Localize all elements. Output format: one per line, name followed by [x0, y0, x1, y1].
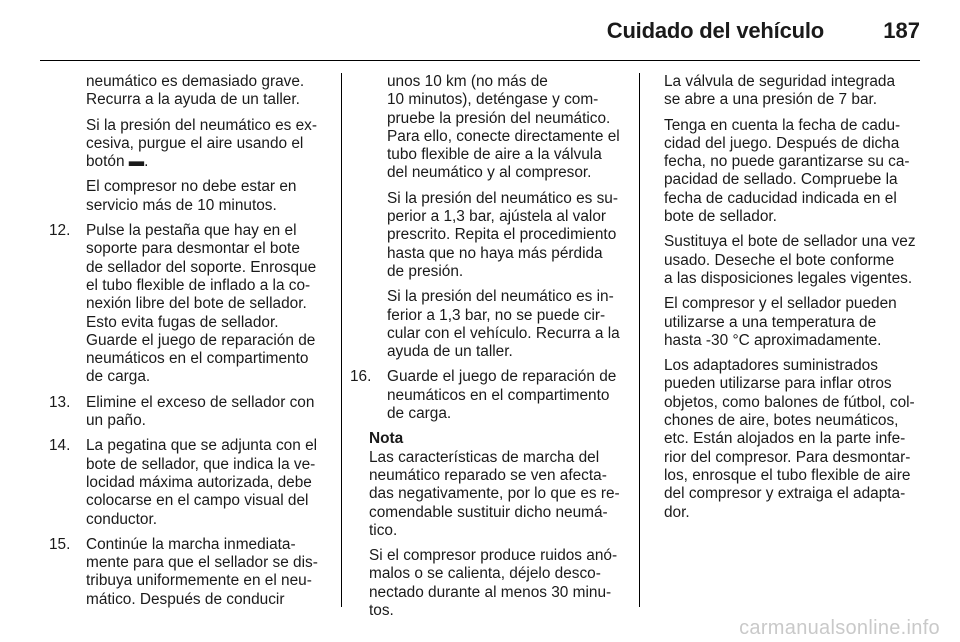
text-line: tribuya uniformemente en el neu-: [86, 572, 312, 590]
text-line: pueden utilizarse para inflar otros: [664, 375, 892, 393]
text-line: los, enrosque el tubo flexible de aire: [664, 466, 911, 484]
paragraph: [664, 357, 922, 522]
text-line: tos.: [369, 602, 394, 620]
list-item-number: 13.: [49, 393, 71, 411]
text-line: hasta que no haya más pérdida: [387, 244, 603, 262]
text-line: Guarde el juego de reparación de: [86, 331, 316, 349]
list-item-number: 16.: [350, 368, 372, 386]
text-column-1: [49, 73, 327, 616]
text-line: fecha de caducidad indicada en el: [664, 189, 897, 207]
page-header: [40, 0, 920, 60]
text-line: bote de sellador, que indica la ve-: [86, 455, 316, 473]
text-line: Si la presión del neumático es in-: [387, 288, 614, 306]
text-line: pruebe la presión del neumático.: [387, 109, 611, 127]
text-line: Pulse la pestaña que hay en el: [86, 222, 297, 240]
text-line: mente para que el sellador se dis-: [86, 554, 318, 572]
text-line: Recurra a la ayuda de un taller.: [86, 91, 300, 109]
paragraph: [350, 73, 628, 183]
text-line: bote de sellador.: [664, 208, 777, 226]
text-line: ferior a 1,3 bar, no se puede cir-: [387, 306, 606, 324]
text-line: neumático reparado se ven afecta-: [369, 466, 607, 484]
text-line: La válvula de seguridad integrada: [664, 73, 896, 90]
text-line: cidad del juego. Después de dicha: [664, 134, 900, 152]
list-item: [49, 536, 327, 609]
list-item-text: [387, 368, 628, 423]
text-line: malos o se calienta, déjelo desco-: [369, 565, 601, 583]
text-line: locidad máxima autorizada, debe: [86, 473, 312, 491]
column-divider-2: [639, 73, 640, 607]
text-line: un paño.: [86, 412, 146, 430]
list-item-text: [86, 437, 327, 528]
text-line: botón ▬.: [86, 153, 149, 171]
text-line: utilizarse a una temperatura de: [664, 313, 877, 331]
paragraph: [350, 288, 628, 361]
text-line: del neumático y al compresor.: [387, 164, 592, 182]
text-line: neumático es demasiado grave.: [86, 73, 305, 90]
text-line: prescrito. Repita el procedimiento: [387, 226, 617, 244]
paragraph: [49, 73, 327, 110]
text-line: comendable sustituir dicho neumá-: [369, 503, 608, 521]
paragraph: [49, 178, 327, 215]
text-line: el tubo flexible de inflado a la co-: [86, 276, 311, 294]
list-item-text: [86, 536, 327, 609]
text-line: objetos, como balones de fútbol, col-: [664, 393, 915, 411]
text-line: del compresor y extraiga el adapta-: [664, 485, 906, 503]
text-line: usado. Deseche el bote conforme: [664, 251, 895, 269]
text-line: de sellador del soporte. Enrosque: [86, 258, 317, 276]
text-line: neumáticos en el compartimento: [86, 350, 309, 368]
text-line: nexión libre del bote de sellador.: [86, 295, 307, 313]
text-line: cesiva, purgue el aire usando el: [86, 134, 304, 152]
paragraph: [664, 233, 922, 288]
note-paragraph: [369, 449, 628, 540]
text-line: conductor.: [86, 510, 158, 528]
paragraph: [350, 190, 628, 281]
list-item-number: 12.: [49, 222, 71, 240]
text-line: Tenga en cuenta la fecha de cadu-: [664, 116, 901, 134]
text-line: Si el compresor produce ruidos anó-: [369, 547, 618, 565]
text-line: colocarse en el campo visual del: [86, 492, 309, 510]
text-line: soporte para desmontar el bote: [86, 240, 300, 258]
text-line: Guarde el juego de reparación de: [387, 368, 617, 386]
text-line: La pegatina que se adjunta con el: [86, 437, 318, 455]
list-item-text: [86, 394, 327, 431]
text-line: a las disposiciones legales vigentes.: [664, 269, 913, 287]
text-line: Si la presión del neumático es ex-: [86, 116, 317, 134]
list-item: [350, 368, 628, 423]
text-line: de carga.: [86, 368, 151, 386]
list-item-number: 14.: [49, 437, 71, 455]
list-item-text: [86, 222, 327, 387]
text-line: tubo flexible de aire a la válvula: [387, 146, 602, 164]
paragraph: [664, 295, 922, 350]
text-line: mático. Después de conducir: [86, 590, 285, 608]
text-line: fecha, no puede garantizarse su ca-: [664, 153, 910, 171]
watermark: carmanualsonline.info: [739, 617, 940, 639]
list-item: [49, 222, 327, 387]
text-line: tico.: [369, 521, 398, 539]
text-line: hasta -30 °C aproximadamente.: [664, 331, 882, 349]
column-divider-1: [341, 73, 342, 607]
text-line: Esto evita fugas de sellador.: [86, 313, 279, 331]
text-line: chones de aire, botes neumáticos,: [664, 412, 899, 430]
list-item: [49, 437, 327, 528]
paragraph: [664, 73, 922, 110]
text-line: unos 10 km (no más de: [387, 73, 548, 90]
text-column-3: [664, 73, 922, 529]
text-line: perior a 1,3 bar, ajústela al valor: [387, 208, 607, 226]
text-line: Los adaptadores suministrados: [664, 357, 878, 375]
text-line: Continúe la marcha inmediata-: [86, 535, 296, 553]
text-line: ayuda de un taller.: [387, 343, 513, 361]
text-line: pacidad de sellado. Compruebe la: [664, 171, 898, 189]
paragraph: [49, 117, 327, 172]
text-line: de presión.: [387, 262, 464, 280]
text-line: Para ello, conecte directamente el: [387, 127, 620, 145]
text-line: etc. Están alojados en la parte infe-: [664, 430, 906, 448]
page-number: 187: [883, 18, 920, 43]
text-line: neumáticos en el compartimento: [387, 386, 610, 404]
text-line: dor.: [664, 503, 690, 521]
text-line: El compresor y el sellador pueden: [664, 295, 897, 313]
text-line: das negativamente, por lo que es re-: [369, 485, 620, 503]
list-item-number: 15.: [49, 535, 71, 553]
page-title: Cuidado del vehículo: [606, 18, 824, 43]
text-line: cular con el vehículo. Recurra a la: [387, 324, 620, 342]
list-item: [49, 394, 327, 431]
text-line: Elimine el exceso de sellador con: [86, 393, 315, 411]
text-line: Sustituya el bote de sellador una vez: [664, 233, 916, 251]
text-line: Las características de marcha del: [369, 448, 600, 466]
note-heading: Nota: [369, 430, 404, 448]
text-line: Si la presión del neumático es su-: [387, 189, 618, 207]
note-paragraph: [369, 547, 628, 620]
text-line: de carga.: [387, 405, 452, 423]
text-line: rior del compresor. Para desmontar-: [664, 448, 911, 466]
paragraph: [664, 117, 922, 227]
header-divider: [40, 60, 920, 61]
text-line: El compresor no debe estar en: [86, 178, 297, 196]
text-line: 10 minutos), deténgase y com-: [387, 91, 599, 109]
text-column-2: [350, 73, 628, 627]
note-box: [350, 430, 628, 620]
text-line: nectado durante al menos 30 minu-: [369, 583, 612, 601]
text-line: se abre a una presión de 7 bar.: [664, 91, 878, 109]
text-line: servicio más de 10 minutos.: [86, 196, 277, 214]
